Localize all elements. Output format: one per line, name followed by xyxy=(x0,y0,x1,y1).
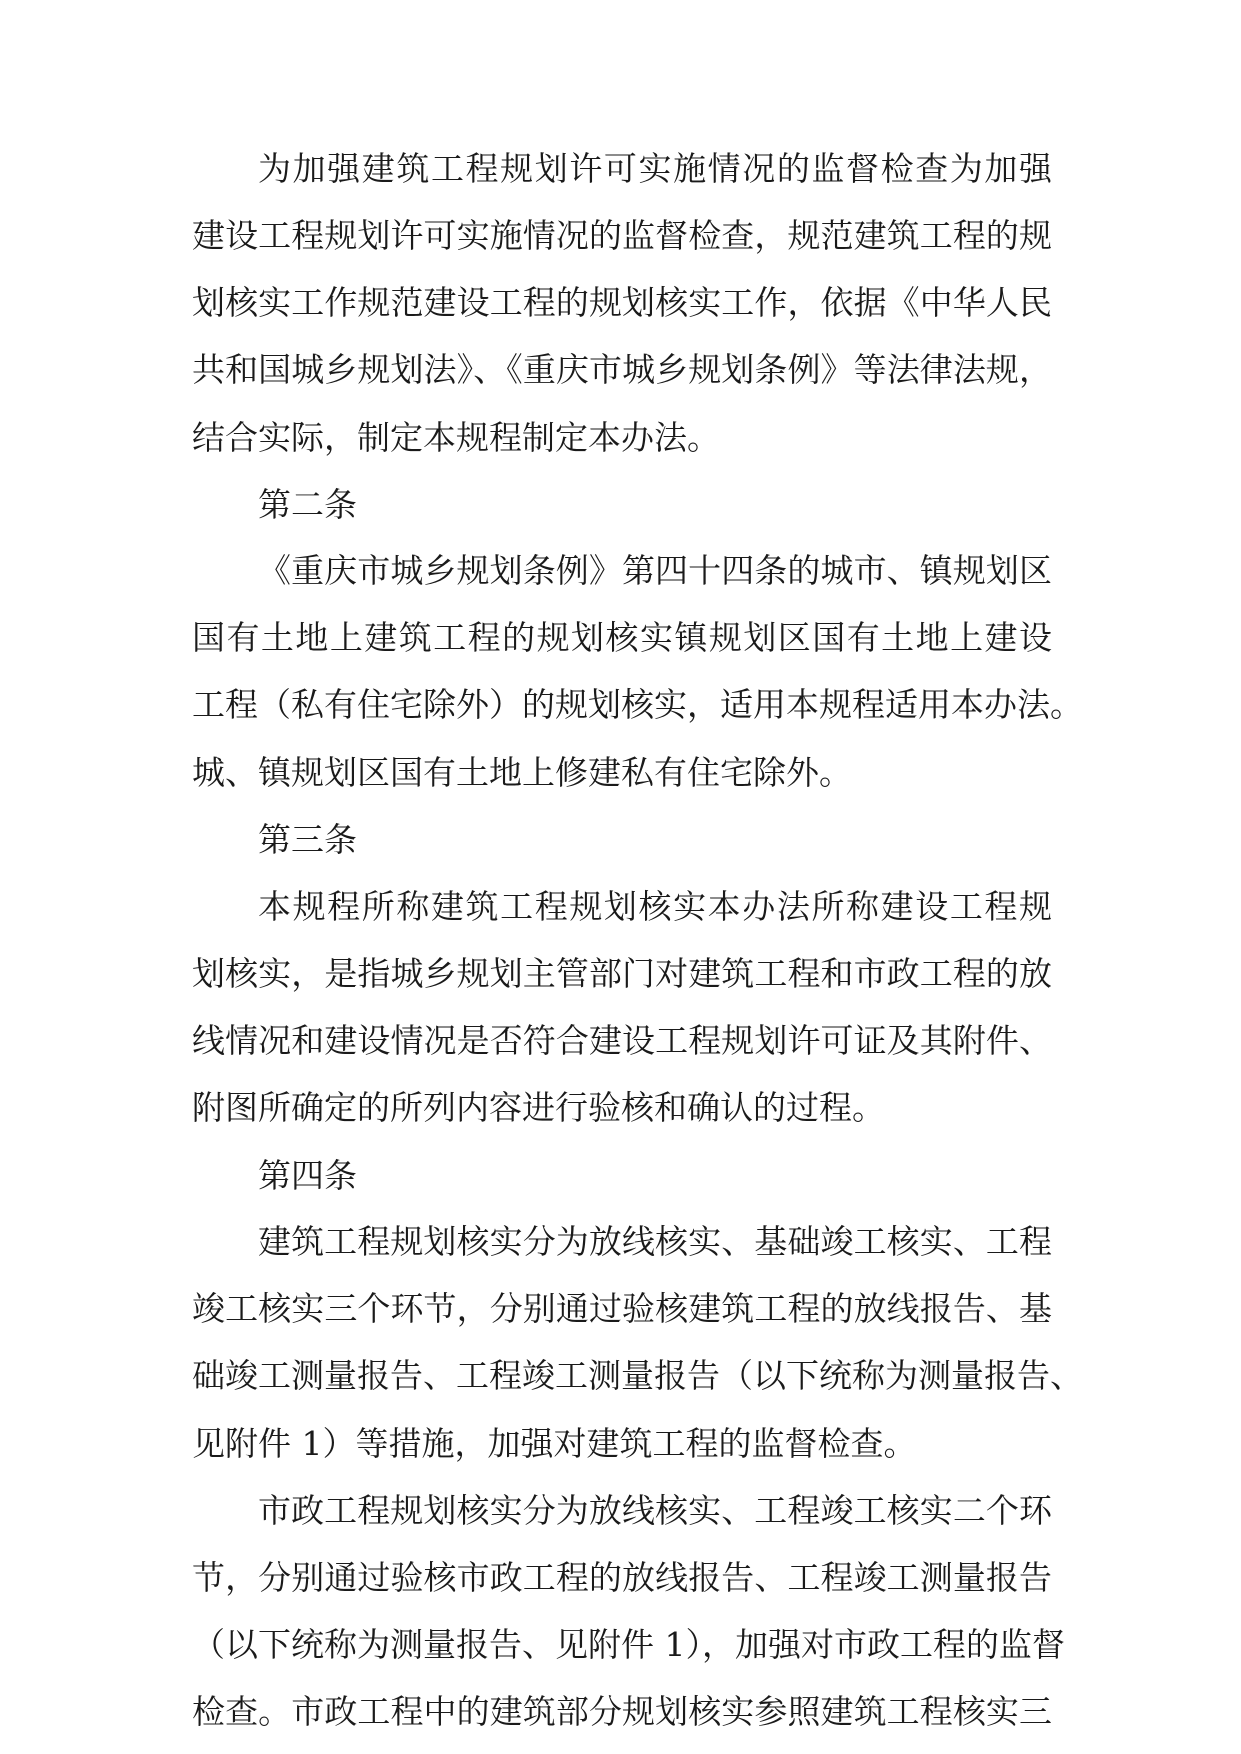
paragraph-line: 共和国城乡规划法》、《重庆市城乡规划条例》等法律法规， xyxy=(192,350,1052,389)
paragraph-line: 线情况和建设情况是否符合建设工程规划许可证及其附件、 xyxy=(192,1021,1052,1060)
paragraph-line: 结合实际，制定本规程制定本办法。 xyxy=(192,418,720,457)
paragraph-line: 划核实工作规范建设工程的规划核实工作，依据《中华人民 xyxy=(192,283,1052,322)
paragraph-line: 检查。市政工程中的建筑部分规划核实参照建筑工程核实三 xyxy=(192,1692,1052,1731)
paragraph-line: 竣工核实三个环节，分别通过验核建筑工程的放线报告、基 xyxy=(192,1289,1052,1328)
article-heading: 第二条 xyxy=(258,485,357,524)
paragraph-line: 工程（私有住宅除外）的规划核实，适用本规程适用本办法。 xyxy=(192,685,1083,724)
paragraph-line: 附图所确定的所列内容进行验核和确认的过程。 xyxy=(192,1088,885,1127)
article-heading: 第四条 xyxy=(258,1156,357,1195)
paragraph-line: 《重庆市城乡规划条例》第四十四条的城市、镇规划区 xyxy=(258,551,1052,590)
paragraph-line: 建筑工程规划核实分为放线核实、基础竣工核实、工程 xyxy=(258,1222,1052,1261)
paragraph-line: 础竣工测量报告、工程竣工测量报告（以下统称为测量报告、 xyxy=(192,1356,1083,1395)
article-heading: 第三条 xyxy=(258,820,357,859)
paragraph-line: 划核实，是指城乡规划主管部门对建筑工程和市政工程的放 xyxy=(192,954,1052,993)
paragraph-line: 本规程所称建筑工程规划核实本办法所称建设工程规 xyxy=(258,887,1052,926)
paragraph-line: 国有土地上建筑工程的规划核实镇规划区国有土地上建设 xyxy=(192,618,1052,657)
paragraph-line: 节，分别通过验核市政工程的放线报告、工程竣工测量报告 xyxy=(192,1558,1052,1597)
paragraph-line: 为加强建筑工程规划许可实施情况的监督检查为加强 xyxy=(258,149,1052,188)
paragraph-line: 城、镇规划区国有土地上修建私有住宅除外。 xyxy=(192,753,852,792)
paragraph-line: 见附件 1）等措施，加强对建筑工程的监督检查。 xyxy=(192,1424,917,1463)
paragraph-line: （以下统称为测量报告、见附件 1），加强对市政工程的监督 xyxy=(192,1625,1065,1664)
paragraph-line: 市政工程规划核实分为放线核实、工程竣工核实二个环 xyxy=(258,1491,1052,1530)
paragraph-line: 建设工程规划许可实施情况的监督检查，规范建筑工程的规 xyxy=(192,216,1052,255)
